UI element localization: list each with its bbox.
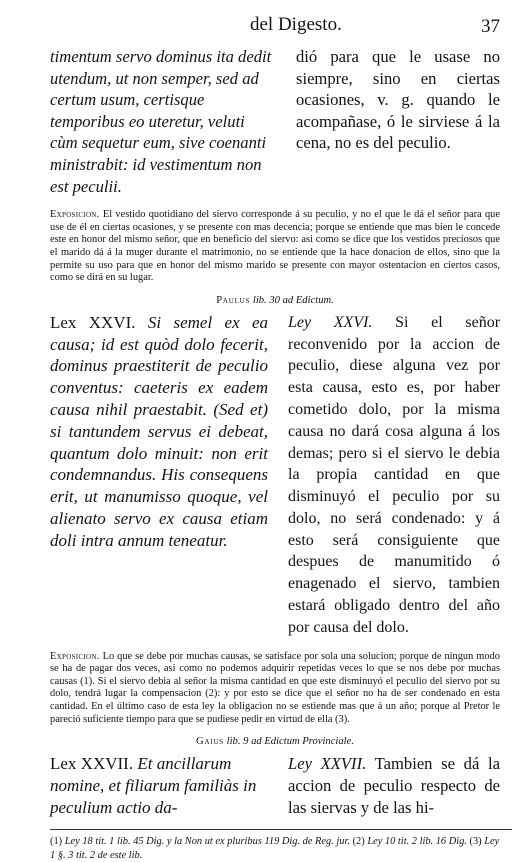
exposition-1 [50, 209, 500, 285]
footnote-3-marker: (3) [469, 836, 482, 848]
law-27 [50, 753, 500, 819]
latin-text-continuation: timentum servo dominus ita dedit utendum, ut non semper, sed ad certum usum, certisque temporibus eo uteretur, veluti cùm sequetur eum, sive coenanti ministrabit: id vestimentum non est peculii. [50, 47, 272, 196]
footnote-1: Ley 18 tit. 1 lib. 45 Dig. y la Non ut ex pluribus 119 Dig. de Reg. jur. [64, 836, 350, 848]
latin-law-text: Si semel ex ea causa; id est quòd dolo fecerit, dominus praestiterit de peculio conventus: caeteris ex eadem causa nihil praestabit. (Sed et) si tantundem servus ei debeat, quantum dolo minuit: non erit condemnandus. His consequens erit, ut manumisso quoque, vel alienato servo ex causa etiam doli intra annum teneatur. [50, 312, 269, 550]
exposition-text: El vestido quotidiano del siervo corresponde á su peculio, y no el que le dá el señor para que use de él en ciertas ocasiones, y se presente con mas decencia; porque se entiende que mas bien le concede este en honor del mismo señor, que en beneficio del siervo: asi como se dice que los vestidos preciosos que el marido dá á la muger durante el matrimonio, no se entiende que la hace donacion de ellos, sino que la permite su uso para que en honor del mismo marido se presente con mayor ostentacion en ciertos casos, como se dirá en su lugar. [50, 209, 500, 284]
source-reference: lib. 30 ad Edictum. [252, 294, 334, 306]
footnote-2: Ley 10 tit. 2 lib. 16 Dig. [367, 836, 467, 848]
source-citation-gaius [50, 736, 500, 747]
source-citation-paulus [50, 295, 500, 306]
exposition-label: Exposicion. [50, 209, 100, 221]
spanish-law-text: Si el señor reconvenido por la accion de peculio, diese alguna vez por esta causa, esto es, por haber cometido dolo, por la misma causa no dará cosa alguna á los demas; pero si el siervo le debia la propia cantidad en que disminuyó el peculio por su dolo, no será condenado: y á esto será consiguiente que despues de manumitido ó enagenado el siervo, tambien estará obligado dentro del año por causa del dolo. [288, 313, 501, 636]
latin-law-text: Et ancillarum nomine, et filiarum familiàs in peculium actio da- [50, 754, 257, 818]
footnotes [50, 835, 500, 862]
running-head: del Digesto. [250, 14, 342, 35]
source-reference: lib. 9 ad Edictum Provinciale. [226, 736, 354, 748]
section-continuation [50, 46, 500, 197]
spanish-law-27 [288, 753, 500, 819]
page-number: 37 [481, 16, 500, 37]
spanish-law-text: Tambien se dá la accion de peculio respecto de las siervas y de las hi- [288, 754, 500, 818]
spanish-law-label: Ley XXVI. [288, 313, 373, 331]
exposition-label: Exposicion. [50, 650, 100, 662]
source-author: Gaius [196, 736, 225, 748]
latin-law-label: Lex XXVII. [50, 754, 134, 774]
spanish-law-label: Ley XXVII. [288, 754, 367, 774]
footnote-1-marker: (1) [50, 836, 63, 848]
exposition-text: Lo que se debe por muchas causas, se satisface por sola una solucion; porque de ningun modo se ha de pagar dos veces, asi como no podemos adquirir repetidas veces lo que se nos debe por muchas causas (1). Si el siervo debia al señor la misma cantidad en que este disminuyó el peculio del siervo por su dolo, tendrá lugar la compensacion (2): y por esto se dice que el señor no ha de ser condenado en esta cantidad. En el último caso de esta ley la obligacion no se estiende mas que á un año; porque al Pretor le pareció suficiente tiempo para que se pudiese pedir en virtud de ella (3). [50, 650, 500, 725]
latin-law-27 [50, 753, 268, 819]
source-author: Paulus [216, 294, 251, 306]
footnote-3: Ley 1 §. 3 tit. 2 de este lib. [50, 836, 500, 861]
spanish-text-continuation: dió para que le usase no siempre, sino en ciertas ocasiones, v. g. quando le acompañase, ó le sirviese á la cena, no es del peculio. [296, 47, 500, 153]
exposition-2 [50, 651, 500, 727]
latin-law-label: Lex XXVI. [50, 312, 136, 332]
spanish-law-26 [288, 312, 500, 639]
page-header [50, 0, 500, 40]
footnote-divider [50, 829, 512, 830]
footnote-2-marker: (2) [352, 836, 365, 848]
law-26 [50, 312, 500, 639]
latin-law-26 [50, 312, 268, 639]
